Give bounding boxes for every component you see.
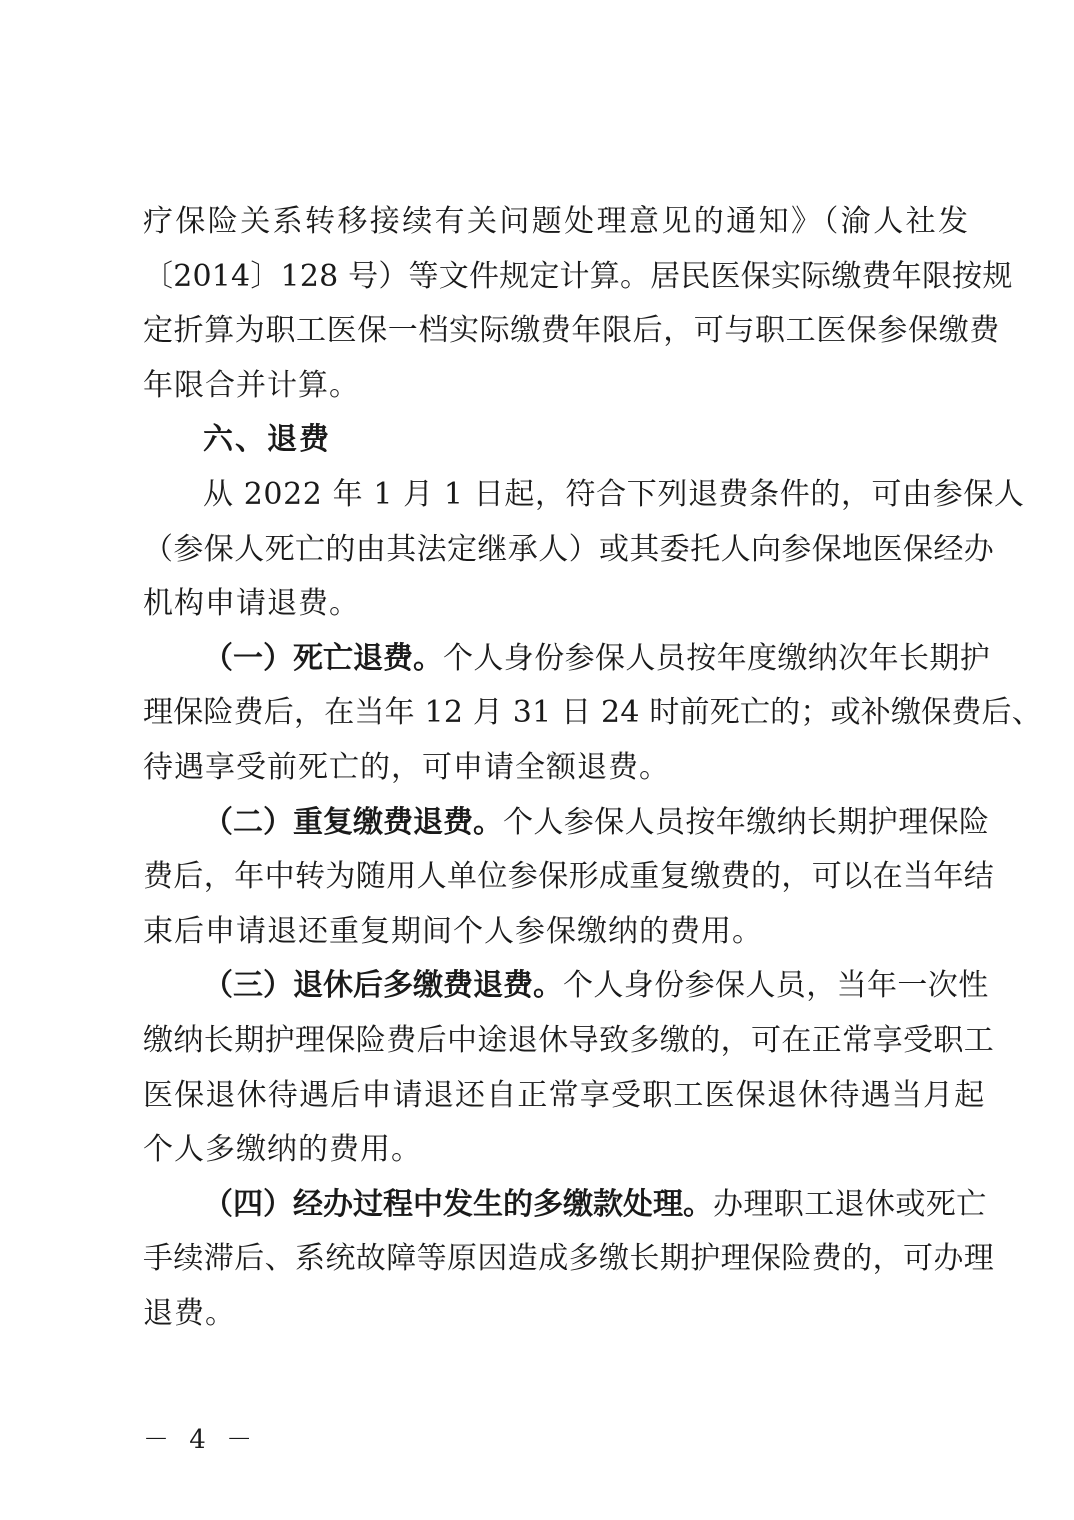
- text-line: 机构申请退费。: [143, 586, 360, 622]
- text-line: 个人多缴纳的费用。: [143, 1132, 422, 1168]
- paragraph-line: [143, 959, 989, 1014]
- text-line: 从 2022 年 1 月 1 日起，符合下列退费条件的，可由参保人: [203, 476, 1025, 512]
- paragraph-line: [143, 632, 991, 687]
- text-line: 费后，年中转为随用人单位参保形成重复缴费的，可以在当年结: [143, 859, 995, 895]
- text-line: 定折算为职工医保一档实际缴费年限后，可与职工医保参保缴费: [143, 313, 1000, 349]
- text-line: 疗保险关系转移接续有关问题处理意见的通知》（渝人社发: [143, 204, 971, 239]
- text-span: 个人身份参保人员按年度缴纳次年长期护: [443, 640, 991, 676]
- text-line: 理保险费后，在当年 12 月 31 日 24 时前死亡的；或补缴保费后、: [143, 695, 1042, 731]
- document-body: [143, 195, 1042, 1341]
- text-line: 医保退休待遇后申请退还自正常享受职工医保退休待遇当月起: [143, 1077, 986, 1113]
- text-line: 手续滞后、系统故障等原因造成多缴长期护理保险费的，可办理: [143, 1241, 995, 1277]
- paragraph-line: [143, 796, 990, 851]
- text-line: 年限合并计算。: [143, 367, 360, 403]
- item-term: （二）重复缴费退费。: [203, 804, 503, 840]
- text-line: 〔2014〕128 号）等文件规定计算。居民医保实际缴费年限按规: [143, 258, 1013, 294]
- text-line: 退费。: [143, 1295, 236, 1331]
- item-term: （四）经办过程中发生的多缴款处理。: [203, 1186, 713, 1222]
- item-term: （三）退休后多缴费退费。: [203, 968, 563, 1004]
- text-line: 待遇享受前死亡的，可申请全额退费。: [143, 749, 670, 785]
- text-line: 束后申请退还重复期间个人参保缴纳的费用。: [143, 913, 763, 949]
- text-span: 个人身份参保人员，当年一次性: [563, 968, 989, 1004]
- text-line: 缴纳长期护理保险费后中途退休导致多缴的，可在正常享受职工: [143, 1022, 995, 1058]
- text-span: 个人参保人员按年缴纳长期护理保险: [503, 804, 990, 840]
- page-number: － 4 －: [143, 1425, 259, 1455]
- text-span: 办理职工退休或死亡: [713, 1186, 987, 1222]
- item-term: （一）死亡退费。: [203, 640, 443, 676]
- section-heading: 六、退费: [203, 422, 331, 458]
- paragraph-line: [143, 1178, 987, 1233]
- text-line: （参保人死亡的由其法定继承人）或其委托人向参保地医保经办: [143, 531, 995, 567]
